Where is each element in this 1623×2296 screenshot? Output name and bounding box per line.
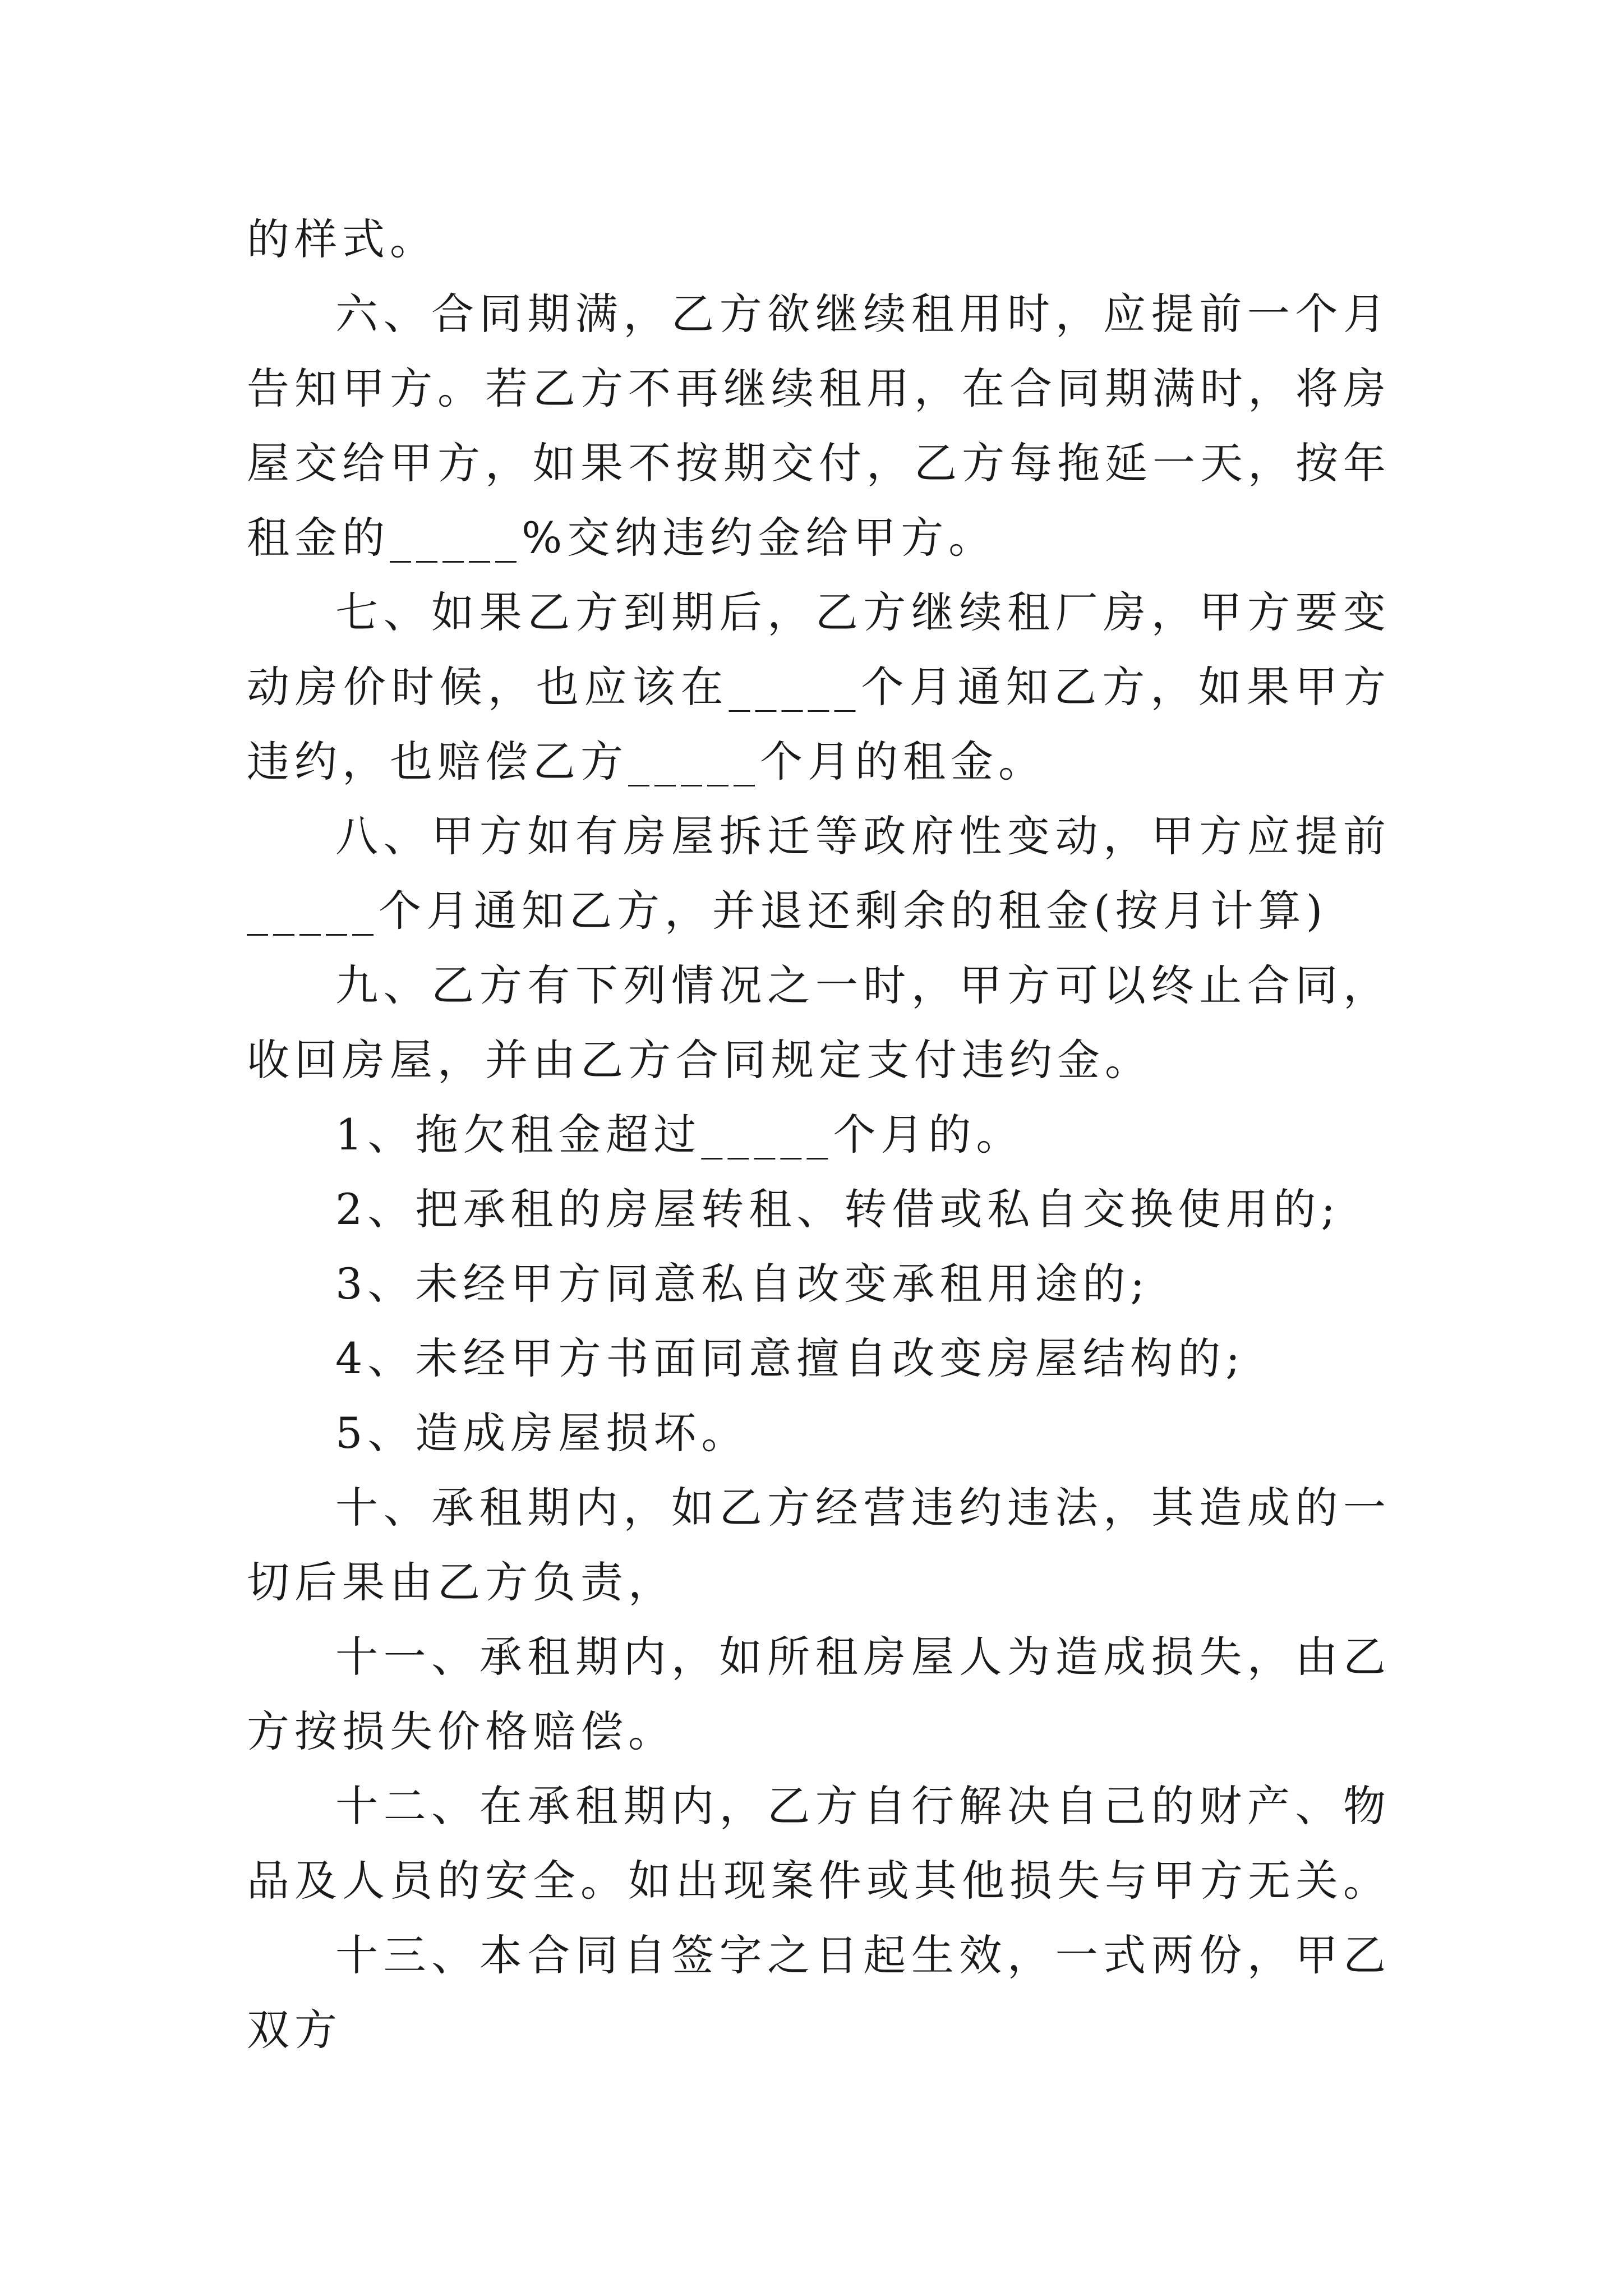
clause-13: 十三、本合同自签字之日起生效，一式两份，甲乙双方 bbox=[247, 1930, 1391, 2055]
clause-9-item-5: 5、造成房屋损坏。 bbox=[335, 1408, 749, 1458]
clause-9-item-3: 3、未经甲方同意私自改变承租用途的; bbox=[335, 1259, 1150, 1309]
clause-9-item-2: 2、把承租的房屋转租、转借或私自交换使用的; bbox=[335, 1184, 1340, 1234]
clause-9-item-1: 1、拖欠租金超过_____个月的。 bbox=[335, 1110, 1024, 1159]
clause-8: 八、甲方如有房屋拆迁等政府性变动，甲方应提前_____个月通知乙方，并退还剩余的租金(按月计算) bbox=[247, 811, 1391, 936]
clause-11: 十一、承租期内，如所租房屋人为造成损失，由乙方按损失价格赔偿。 bbox=[247, 1632, 1391, 1756]
clause-12: 十二、在承租期内，乙方自行解决自己的财产、物品及人员的安全。如出现案件或其他损失与甲方无关。 bbox=[247, 1781, 1391, 1906]
clause-7: 七、如果乙方到期后，乙方继续租厂房，甲方要变动房价时候，也应该在_____个月通知乙方，如果甲方违约，也赔偿乙方_____个月的租金。 bbox=[247, 587, 1391, 786]
document-body bbox=[247, 202, 1391, 2067]
clause-9-item-4: 4、未经甲方书面同意擅自改变房屋结构的; bbox=[335, 1333, 1245, 1383]
paragraph-continuation: 的样式。 bbox=[247, 214, 437, 264]
clause-9: 九、乙方有下列情况之一时，甲方可以终止合同，收回房屋，并由乙方合同规定支付违约金。 bbox=[247, 960, 1391, 1085]
clause-10: 十、承租期内，如乙方经营违约违法，其造成的一切后果由乙方负责， bbox=[247, 1483, 1391, 1607]
clause-6: 六、合同期满，乙方欲继续租用时，应提前一个月告知甲方。若乙方不再继续租用，在合同期满时，将房屋交给甲方，如果不按期交付，乙方每拖延一天，按年租金的_____%交纳违约金给甲方。 bbox=[247, 289, 1391, 563]
